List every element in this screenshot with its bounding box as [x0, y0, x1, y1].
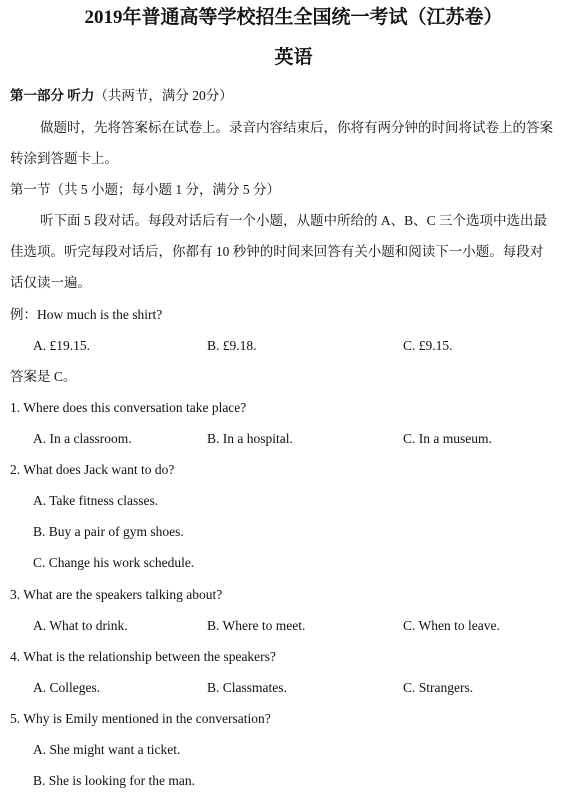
question-5-option-a: A. She might want a ticket.: [33, 742, 181, 757]
section1-instructions-line3: 话仅读一遍。: [10, 275, 91, 290]
question-2: 2. What does Jack want to do?: [10, 462, 175, 477]
section1-instructions-line2: 佳选项。听完每段对话后，你都有 10 秒钟的时间来回答有关小题和阅读下一小题。每段对: [10, 244, 544, 259]
section1-instructions-line1: 听下面 5 段对话。每段对话后有一个小题，从题中所给的 A、B、C 三个选项中选出最: [40, 213, 548, 228]
question-3-option-a: A. What to drink.: [33, 618, 128, 633]
question-4-option-b: B. Classmates.: [207, 680, 287, 695]
question-4-option-c: C. Strangers.: [403, 680, 474, 695]
question-2-option-b: B. Buy a pair of gym shoes.: [33, 524, 184, 539]
question-1-option-c: C. In a museum.: [403, 431, 492, 446]
exam-title: 2019年普通高等学校招生全国统一考试（江苏卷）: [84, 7, 503, 28]
question-2-option-c: C. Change his work schedule.: [33, 555, 195, 570]
question-3-option-b: B. Where to meet.: [207, 618, 306, 633]
question-5: 5. Why is Emily mentioned in the conversation?: [10, 711, 271, 726]
question-1-option-b: B. In a hospital.: [207, 431, 293, 446]
part1-heading: [10, 88, 233, 104]
example-option-a: A. £19.15.: [33, 338, 90, 353]
question-3: 3. What are the speakers talking about?: [10, 587, 223, 602]
question-3-option-c: C. When to leave.: [403, 618, 500, 633]
subject-title: 英语: [274, 47, 313, 68]
example-option-c: C. £9.15.: [403, 338, 453, 353]
question-4-option-a: A. Colleges.: [33, 680, 101, 695]
part1-heading-bold: 第一部分 听力: [10, 88, 95, 103]
example-answer: 答案是 C。: [10, 369, 77, 384]
part1-instructions-line1: 做题时，先将答案标在试卷上。录音内容结束后，你将有两分钟的时间将试卷上的答案: [40, 120, 553, 135]
section1-heading: 第一节（共 5 小题；每小题 1 分，满分 5 分）: [10, 182, 280, 197]
question-4: 4. What is the relationship between the speakers?: [10, 649, 276, 664]
question-1-option-a: A. In a classroom.: [33, 431, 132, 446]
question-2-option-a: A. Take fitness classes.: [33, 493, 159, 508]
example-option-b: B. £9.18.: [207, 338, 257, 353]
part1-heading-rest: （共两节，满分 20分）: [94, 88, 233, 103]
example-question: 例：How much is the shirt?: [10, 307, 163, 322]
question-5-option-b: B. She is looking for the man.: [33, 773, 195, 788]
question-1: 1. Where does this conversation take place?: [10, 400, 247, 415]
part1-instructions-line2: 转涂到答题卡上。: [10, 151, 118, 166]
